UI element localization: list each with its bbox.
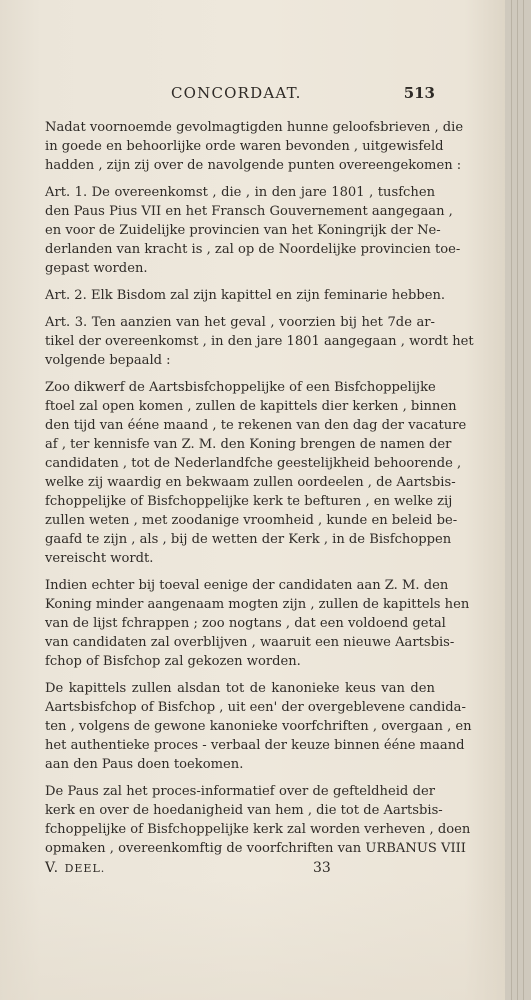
text-line: den tijd van éénе maand , te rekenen van den dag der vacature — [45, 418, 467, 433]
paragraph — [45, 782, 471, 858]
text-line: De Paus zal het proces-informatief over de gefteldheid der — [45, 784, 435, 799]
text-line: candidaten , tot de Nederlandfche geestelijkheid behoorende , — [45, 456, 462, 471]
paragraph — [45, 183, 461, 278]
paragraph — [45, 378, 467, 568]
text-line: Art. 1. De overeenkomst , die , in den jare 1801 , tusfchen — [45, 185, 435, 200]
text-line: fchoppelijke of Bisfchoppelijke kerk zal worden verheven , doen — [45, 822, 471, 837]
paragraph — [45, 118, 464, 175]
text-line: welke zij waardig en bekwaam zullen oordeelen , de Aartsbis- — [45, 475, 456, 490]
page-discoloration — [0, 880, 505, 1000]
text-line: De kapittels zullen alsdan tot de kanonieke keus van den — [45, 681, 435, 696]
fore-edge — [505, 0, 531, 1000]
text-line: derlanden van kracht is , zal op de Noordelijke provincien toe- — [45, 242, 461, 257]
text-line: volgende bepaald : — [45, 353, 171, 368]
text-line: gepast worden. — [45, 261, 148, 276]
text-line: het authentieke proces - verbaal der keuze binnen ééne maand — [45, 738, 465, 753]
paragraph — [45, 679, 472, 774]
text-line: tikel der overeenkomst , in den jare 1801 aangegaan , wordt het — [45, 334, 474, 349]
text-line: fchoppelijke of Bisfchoppelijke kerk te befturen , en welke zij — [45, 494, 453, 509]
signature-volume: V. — [45, 860, 60, 876]
text-line: in goede en behoorlijke orde waren bevonden , uitgewisfeld — [45, 139, 444, 154]
signature-part: DEEL. — [64, 862, 106, 875]
text-line: vereischt wordt. — [45, 551, 154, 566]
text-line: Nadat voornoemde gevolmagtigden hunne geloofsbrieven , die — [45, 120, 464, 135]
text-line: den Paus Pius VII en het Fransch Gouvernement aangegaan , — [45, 204, 453, 219]
text-line: Koning minder aangenaam mogten zijn , zullen de kapittels hen — [45, 597, 470, 612]
text-line: aan den Paus doen toekomen. — [45, 757, 244, 772]
text-line: van candidaten zal overblijven , waaruit een nieuwe Aartsbis- — [45, 635, 455, 650]
running-title: CONCORDAAT. — [171, 84, 302, 102]
text-line: Art. 3. Ten aanzien van het geval , voorzien bij het 7de ar- — [45, 315, 435, 330]
paragraph — [45, 576, 470, 671]
text-line: fchop of Bisfchop zal gekozen worden. — [45, 654, 301, 669]
page-text — [45, 118, 474, 866]
paragraph — [45, 313, 474, 370]
text-line: Aartsbisfchop of Bisfchop , uit een' der overgeblevene candida- — [45, 700, 466, 715]
text-line: ftoel zal open komen , zullen de kapittels dier kerken , binnen — [45, 399, 457, 414]
text-line: ten , volgens de gewone kanonieke voorfchriften , overgaan , en — [45, 719, 472, 734]
text-line: af , ter kennisfe van Z. M. den Koning brengen de namen der — [45, 437, 452, 452]
sheet-number: 33 — [313, 860, 331, 876]
text-line: Art. 2. Elk Bisdom zal zijn kapittel en zijn feminarie hebben. — [45, 288, 446, 303]
signature-mark — [45, 860, 105, 876]
paragraph — [45, 286, 446, 305]
text-line: Indien echter bij toeval eenige der candidaten aan Z. M. den — [45, 578, 449, 593]
text-line: gaafd te zijn , als , bij de wetten der Kerk , in de Bisfchoppen — [45, 532, 452, 547]
page-number: 513 — [403, 84, 435, 102]
text-line: kerk en over de hoedanigheid van hem , die tot de Aartsbis- — [45, 803, 443, 818]
text-line: en voor de Zuidelijke provincien van het Koningrijk der Ne- — [45, 223, 441, 238]
text-line: van de lijst fchrappen ; zoo nogtans , dat een voldoend getal — [45, 616, 446, 631]
text-line: zullen weten , met zoodanige vroomheid , kunde en beleid be- — [45, 513, 458, 528]
text-line: opmaken , overeenkomftig de voorfchriften van URBANUS VIII — [45, 841, 466, 856]
text-line: hadden , zijn zij over de navolgende punten overeengekomen : — [45, 158, 462, 173]
text-line: Zoo dikwerf de Aartsbisfchoppelijke of een Bisfchoppelijke — [45, 380, 436, 395]
running-header — [45, 84, 435, 106]
